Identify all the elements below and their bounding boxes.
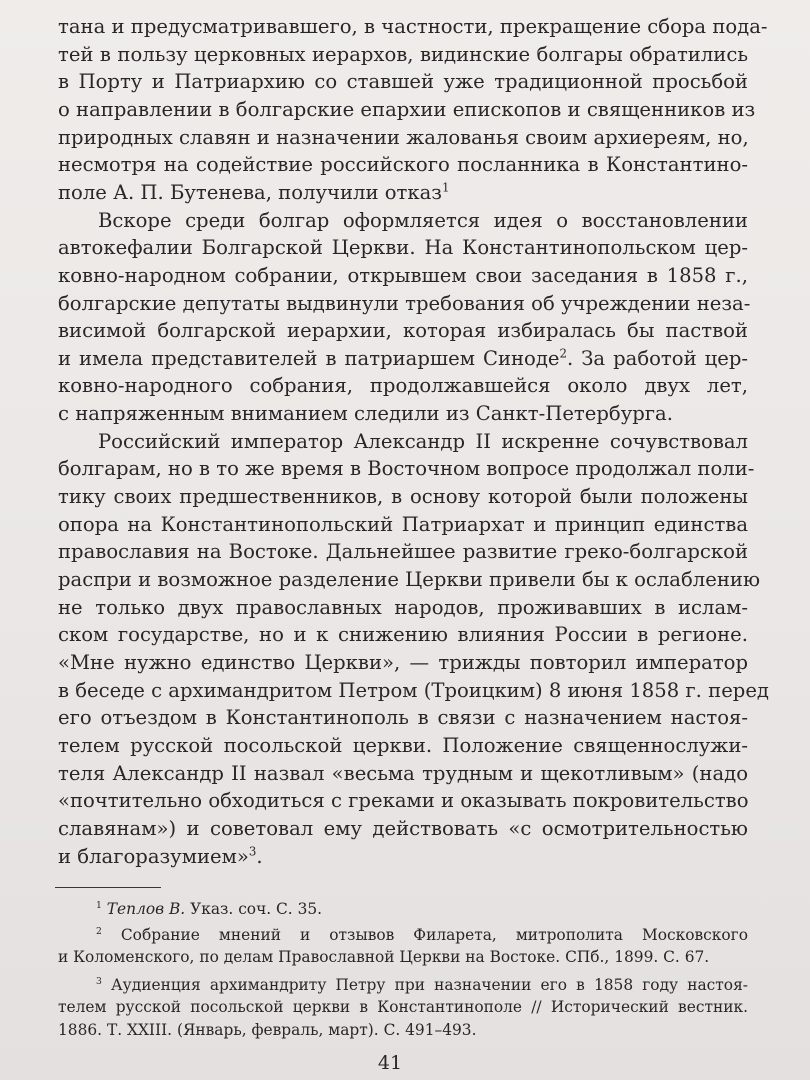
text-line bbox=[58, 95, 756, 125]
line-text: теля Александр II назвал «весьма трудным и щекотливым» (надо bbox=[58, 761, 748, 785]
footnote-ref: 1 bbox=[441, 180, 450, 195]
text-line bbox=[58, 123, 748, 153]
text-line bbox=[58, 12, 768, 42]
text-line bbox=[58, 814, 748, 844]
text-line bbox=[58, 731, 748, 761]
text-line bbox=[58, 178, 748, 208]
text-line bbox=[58, 67, 748, 97]
text-line bbox=[58, 261, 748, 291]
line-text: поле А. П. Бутенева, получили отказ bbox=[58, 180, 442, 204]
line-text: телем русской посольской церкви. Положение священнослужи- bbox=[58, 733, 748, 757]
text-line bbox=[58, 593, 748, 623]
text-line bbox=[58, 510, 748, 540]
line-text: в Порту и Патриархию со ставшей уже традиционной просьбой bbox=[58, 70, 748, 94]
footnote-separator bbox=[55, 887, 161, 888]
line-text: висимой болгарской иерархии, которая избиралась бы паствой bbox=[58, 319, 748, 343]
line-text: тей в пользу церковных иерархов, видинские болгары обратились bbox=[58, 42, 748, 66]
line-text: Российский император Александр II искренне сочувствовал bbox=[98, 429, 748, 453]
text-line bbox=[58, 454, 755, 484]
line-text: славянам») и советовал ему действовать «с осмотрительностью bbox=[58, 816, 748, 840]
line-text: Собрание мнений и отзывов Филарета, митрополита Московского bbox=[120, 926, 748, 944]
line-text: православия на Востоке. Дальнейшее развитие греко-болгарской bbox=[58, 540, 748, 564]
line-text: Аудиенция архимандриту Петру при назначении его в 1858 году настоя- bbox=[111, 976, 748, 994]
footnote-ref: 3 bbox=[248, 843, 257, 858]
text-line bbox=[58, 289, 751, 319]
footnote-line bbox=[96, 973, 748, 997]
line-text: и Коломенского, по делам Православной Церкви на Востоке. СПб., 1899. С. 67. bbox=[58, 948, 710, 966]
line-text: тана и предусматривавшего, в частности, прекращение сбора пода- bbox=[58, 15, 768, 38]
footnote-number: 3 bbox=[96, 975, 102, 987]
footnote-line bbox=[96, 897, 748, 921]
text-line bbox=[58, 40, 748, 70]
text-line bbox=[58, 399, 748, 429]
text-line bbox=[58, 233, 748, 263]
line-text: 1886. Т. XXIII. (Январь, февраль, март). С. 491–493. bbox=[58, 1021, 477, 1039]
text-line bbox=[58, 537, 748, 567]
footnote-number: 1 bbox=[96, 899, 102, 911]
text-line bbox=[58, 620, 748, 650]
line-text: тику своих предшественников, в основу которой были положены bbox=[58, 485, 748, 509]
line-text: телем русской посольской церкви в Константинополе // Исторический вестник. bbox=[58, 998, 748, 1016]
line-text: Указ. соч. С. 35. bbox=[185, 900, 323, 918]
text-line bbox=[58, 786, 748, 816]
line-text: и имела представителей в патриаршем Синоде bbox=[58, 346, 560, 370]
line-text: с напряженным вниманием следили из Санкт-Петербурга. bbox=[58, 402, 673, 426]
line-text: болгарские депутаты выдвинули требования об учреждении неза- bbox=[58, 291, 751, 315]
text-line bbox=[58, 371, 748, 401]
text-line bbox=[58, 150, 748, 180]
line-text: ском государстве, но и к снижению влияния России в регионе. bbox=[58, 623, 748, 647]
text-line bbox=[58, 703, 748, 733]
line-tail: . За работой цер- bbox=[567, 346, 748, 370]
line-text: «Мне нужно единство Церкви», — трижды повторил император bbox=[58, 650, 748, 674]
line-text: болгарам, но в то же время в Восточном вопросе продолжал поли- bbox=[58, 457, 755, 481]
footnote-line bbox=[96, 923, 748, 947]
line-tail: . bbox=[256, 844, 263, 868]
line-text: «почтительно обходиться с греками и оказывать покровительство bbox=[58, 789, 749, 813]
text-line bbox=[58, 842, 748, 872]
footnote-number: 2 bbox=[96, 925, 102, 937]
text-line bbox=[58, 565, 761, 595]
text-line bbox=[98, 427, 748, 457]
footnote-ref: 2 bbox=[559, 346, 567, 361]
text-line bbox=[58, 676, 769, 706]
line-text: не только двух православных народов, проживавших в ислам- bbox=[58, 595, 748, 619]
line-text: его отъездом в Константинополь в связи с назначением настоя- bbox=[58, 706, 748, 730]
line-text: распри и возможное разделение Церкви привели бы к ослаблению bbox=[58, 568, 761, 591]
text-line bbox=[58, 482, 748, 512]
page-number: 41 bbox=[377, 1052, 403, 1074]
text-line bbox=[58, 648, 748, 678]
line-text: Вскоре среди болгар оформляется идея о восстановлении bbox=[98, 208, 748, 232]
line-text: природных славян и назначении жалованья своим архиереям, но, bbox=[58, 125, 749, 149]
text-line bbox=[58, 759, 748, 789]
line-text: ковно-народного собрания, продолжавшейся около двух лет, bbox=[58, 374, 748, 398]
line-text: несмотря на содействие российского посланника в Константино- bbox=[58, 153, 748, 177]
line-text: о направлении в болгарские епархии епископов и священников из bbox=[58, 97, 756, 121]
text-line bbox=[58, 316, 748, 346]
line-text: в беседе с архимандритом Петром (Троицким) 8 июня 1858 г. перед bbox=[58, 678, 769, 702]
line-text: опора на Константинопольский Патриархат и принцип единства bbox=[58, 512, 748, 536]
footnote-line bbox=[58, 995, 748, 1019]
text-line bbox=[58, 344, 748, 374]
footnote-line bbox=[58, 1018, 748, 1042]
line-text: ковно-народном собрании, открывшем свои заседания в 1858 г., bbox=[58, 263, 748, 287]
author-name: Теплов В. bbox=[106, 900, 186, 918]
text-line bbox=[98, 206, 748, 236]
line-text: и благоразумием» bbox=[58, 844, 249, 868]
footnote-line bbox=[58, 945, 748, 969]
line-text: автокефалии Болгарской Церкви. На Константинопольском цер- bbox=[58, 236, 748, 260]
